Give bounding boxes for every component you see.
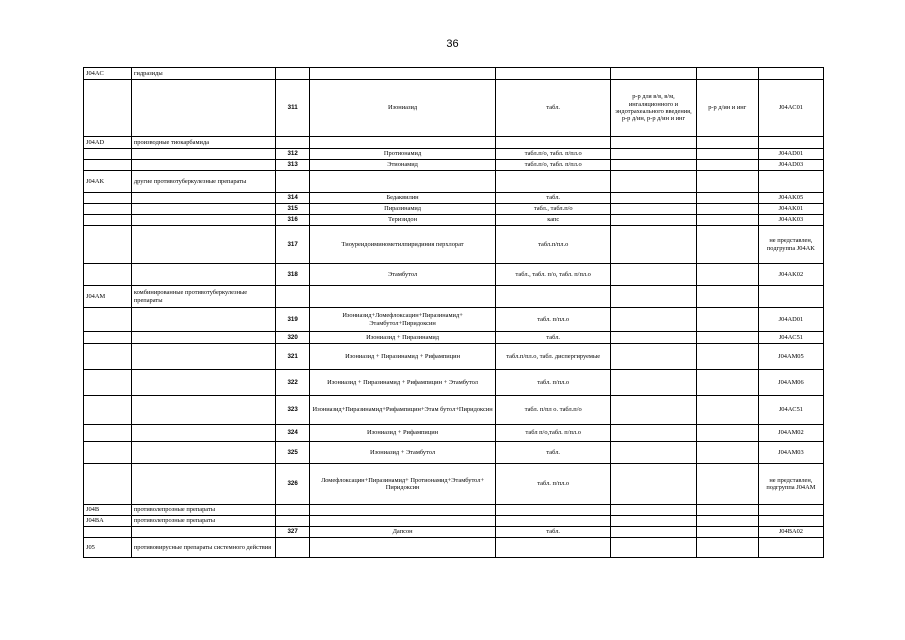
atc-code-cell — [758, 68, 823, 80]
note-cell — [696, 396, 758, 425]
drug-name-cell — [309, 538, 495, 558]
atc-group-code-cell — [84, 332, 132, 344]
group-name-cell — [131, 396, 276, 425]
row-number-cell: 325 — [276, 442, 310, 464]
extra-forms-cell — [611, 516, 697, 527]
atc-code-cell — [758, 538, 823, 558]
drug-name-cell: Изониазид — [309, 80, 495, 137]
atc-code-cell: не представлен, подгруппа J04AK — [758, 226, 823, 264]
note-cell — [696, 505, 758, 516]
group-name-cell — [131, 204, 276, 215]
dosage-form-cell: табл., табл. п/о, табл. п/пл.о — [496, 264, 611, 286]
atc-group-code-cell — [84, 264, 132, 286]
atc-group-code-cell: J04AC — [84, 68, 132, 80]
table-row — [84, 505, 824, 516]
note-cell — [696, 464, 758, 505]
dosage-form-cell: табл. п/пл.о — [496, 464, 611, 505]
row-number-cell: 315 — [276, 204, 310, 215]
page-number: 36 — [446, 38, 459, 50]
atc-group-code-cell — [84, 160, 132, 171]
drug-name-cell: Изониазид + Пиразинамид — [309, 332, 495, 344]
atc-group-code-cell: J04B — [84, 505, 132, 516]
dosage-form-cell: табл. — [496, 193, 611, 204]
table-row — [84, 370, 824, 396]
table-row — [84, 160, 824, 171]
group-name-cell: комбинированные противотуберкулезные препараты — [131, 286, 276, 308]
atc-group-code-cell — [84, 149, 132, 160]
atc-group-code-cell — [84, 193, 132, 204]
atc-code-cell: J04AD01 — [758, 308, 823, 332]
atc-group-code-cell — [84, 370, 132, 396]
group-name-cell — [131, 370, 276, 396]
note-cell — [696, 332, 758, 344]
dosage-form-cell: табл. п/пл о. табл.п/о — [496, 396, 611, 425]
note-cell — [696, 137, 758, 149]
group-name-cell — [131, 527, 276, 538]
table-row — [84, 538, 824, 558]
row-number-cell: 324 — [276, 425, 310, 442]
note-cell — [696, 538, 758, 558]
extra-forms-cell — [611, 308, 697, 332]
drug-name-cell: Ломефлоксацин+Пиразинамид+ Протионамид+Этамбутол+ Пиридоксин — [309, 464, 495, 505]
table-row — [84, 516, 824, 527]
row-number-cell: 312 — [276, 149, 310, 160]
atc-group-code-cell — [84, 308, 132, 332]
dosage-form-cell — [496, 171, 611, 193]
row-number-cell — [276, 137, 310, 149]
group-name-cell: гидразиды — [131, 68, 276, 80]
atc-group-code-cell — [84, 425, 132, 442]
drug-name-cell: Изониазид + Пиразинамид + Рифампицин — [309, 344, 495, 370]
extra-forms-cell — [611, 137, 697, 149]
row-number-cell: 322 — [276, 370, 310, 396]
note-cell — [696, 344, 758, 370]
group-name-cell — [131, 425, 276, 442]
atc-code-cell — [758, 137, 823, 149]
dosage-form-cell: табл.п/о, табл. п/пл.о — [496, 160, 611, 171]
table-row — [84, 396, 824, 425]
extra-forms-cell — [611, 215, 697, 226]
dosage-form-cell: капс — [496, 215, 611, 226]
atc-code-cell: J04AK02 — [758, 264, 823, 286]
dosage-form-cell: табл.п/пл.о, табл. диспергируемые — [496, 344, 611, 370]
atc-code-cell: J04AC51 — [758, 332, 823, 344]
dosage-form-cell: табл. — [496, 442, 611, 464]
table-row — [84, 332, 824, 344]
group-name-cell: противолепрозные препараты — [131, 516, 276, 527]
drug-name-cell — [309, 516, 495, 527]
row-number-cell: 314 — [276, 193, 310, 204]
atc-code-cell: J04AK01 — [758, 204, 823, 215]
note-cell: р-р д/ин и инг — [696, 80, 758, 137]
atc-code-cell: J04AM05 — [758, 344, 823, 370]
group-name-cell: противовирусные препараты системного действия — [131, 538, 276, 558]
drug-name-cell: Тиоуреидоиминометилпиридиния перхлорат — [309, 226, 495, 264]
table-row — [84, 308, 824, 332]
atc-group-code-cell — [84, 226, 132, 264]
dosage-form-cell: табл. — [496, 527, 611, 538]
atc-group-code-cell — [84, 396, 132, 425]
dosage-form-cell: табл., табл.п/о — [496, 204, 611, 215]
table-row — [84, 226, 824, 264]
table-row — [84, 171, 824, 193]
atc-code-cell: J04AD01 — [758, 149, 823, 160]
dosage-form-cell: табл.п/о, табл. п/пл.о — [496, 149, 611, 160]
row-number-cell: 323 — [276, 396, 310, 425]
group-name-cell — [131, 442, 276, 464]
extra-forms-cell — [611, 264, 697, 286]
atc-code-cell: J04AD03 — [758, 160, 823, 171]
row-number-cell: 320 — [276, 332, 310, 344]
note-cell — [696, 160, 758, 171]
atc-group-code-cell — [84, 344, 132, 370]
drug-name-cell: Теризидон — [309, 215, 495, 226]
atc-code-cell: J04AM02 — [758, 425, 823, 442]
drug-name-cell: Изониазид + Этамбутол — [309, 442, 495, 464]
atc-code-cell — [758, 505, 823, 516]
drug-name-cell — [309, 171, 495, 193]
dosage-form-cell: табл. — [496, 332, 611, 344]
atc-group-code-cell: J04AM — [84, 286, 132, 308]
row-number-cell: 313 — [276, 160, 310, 171]
dosage-form-cell: табл.п/пл.о — [496, 226, 611, 264]
group-name-cell: производные тиокарбамида — [131, 137, 276, 149]
extra-forms-cell — [611, 171, 697, 193]
atc-group-code-cell — [84, 215, 132, 226]
atc-code-cell: J04AM03 — [758, 442, 823, 464]
group-name-cell — [131, 215, 276, 226]
atc-code-cell: J04AC51 — [758, 396, 823, 425]
row-number-cell — [276, 171, 310, 193]
drug-name-cell: Этамбутол — [309, 264, 495, 286]
extra-forms-cell — [611, 442, 697, 464]
note-cell — [696, 171, 758, 193]
note-cell — [696, 215, 758, 226]
group-name-cell — [131, 226, 276, 264]
row-number-cell: 319 — [276, 308, 310, 332]
dosage-form-cell — [496, 538, 611, 558]
row-number-cell: 316 — [276, 215, 310, 226]
group-name-cell — [131, 332, 276, 344]
group-name-cell — [131, 308, 276, 332]
extra-forms-cell — [611, 370, 697, 396]
row-number-cell — [276, 505, 310, 516]
group-name-cell — [131, 344, 276, 370]
atc-group-code-cell — [84, 464, 132, 505]
note-cell — [696, 193, 758, 204]
atc-code-cell: J04AK03 — [758, 215, 823, 226]
row-number-cell — [276, 538, 310, 558]
extra-forms-cell — [611, 226, 697, 264]
atc-group-code-cell: J04AK — [84, 171, 132, 193]
table-row — [84, 68, 824, 80]
group-name-cell: другие противотуберкулезные препараты — [131, 171, 276, 193]
extra-forms-cell — [611, 464, 697, 505]
dosage-form-cell: табл. — [496, 80, 611, 137]
dosage-form-cell: табл. п/пл.о — [496, 308, 611, 332]
note-cell — [696, 286, 758, 308]
atc-code-cell — [758, 516, 823, 527]
note-cell — [696, 527, 758, 538]
atc-code-cell: не представлен, подгруппа J04AM — [758, 464, 823, 505]
extra-forms-cell — [611, 286, 697, 308]
table-row — [84, 344, 824, 370]
table-row — [84, 286, 824, 308]
note-cell — [696, 226, 758, 264]
drug-name-cell: Этионамид — [309, 160, 495, 171]
extra-forms-cell — [611, 204, 697, 215]
drug-name-cell: Пиразинамид — [309, 204, 495, 215]
drug-name-cell: Бедаквилин — [309, 193, 495, 204]
table-row — [84, 204, 824, 215]
drug-name-cell: Изониазид + Пиразинамид + Рифампицин + Этамбутол — [309, 370, 495, 396]
dosage-form-cell — [496, 68, 611, 80]
extra-forms-cell — [611, 332, 697, 344]
extra-forms-cell — [611, 396, 697, 425]
table-row — [84, 527, 824, 538]
note-cell — [696, 264, 758, 286]
atc-code-cell: J04AM06 — [758, 370, 823, 396]
row-number-cell — [276, 286, 310, 308]
drug-name-cell — [309, 137, 495, 149]
table-row — [84, 215, 824, 226]
extra-forms-cell — [611, 538, 697, 558]
group-name-cell — [131, 464, 276, 505]
drug-name-cell: Изониазид+Ломефлоксацин+Пиразинамид+ Этамбутол+Пиридоксин — [309, 308, 495, 332]
drug-name-cell: Изониазид+Пиразинамид+Рифампицин+Этам бутол+Пиридоксин — [309, 396, 495, 425]
row-number-cell: 318 — [276, 264, 310, 286]
note-cell — [696, 204, 758, 215]
atc-group-code-cell — [84, 80, 132, 137]
atc-code-cell: J04AK05 — [758, 193, 823, 204]
drug-name-cell: Протионамид — [309, 149, 495, 160]
atc-group-code-cell — [84, 204, 132, 215]
atc-code-cell — [758, 286, 823, 308]
row-number-cell — [276, 68, 310, 80]
row-number-cell: 317 — [276, 226, 310, 264]
extra-forms-cell — [611, 344, 697, 370]
row-number-cell: 326 — [276, 464, 310, 505]
group-name-cell — [131, 149, 276, 160]
note-cell — [696, 370, 758, 396]
dosage-form-cell — [496, 505, 611, 516]
atc-group-code-cell: J04BA — [84, 516, 132, 527]
extra-forms-cell — [611, 425, 697, 442]
drug-list-table — [83, 67, 824, 558]
drug-name-cell — [309, 286, 495, 308]
atc-code-cell — [758, 171, 823, 193]
table-row — [84, 80, 824, 137]
note-cell — [696, 68, 758, 80]
table-row — [84, 149, 824, 160]
drug-name-cell — [309, 68, 495, 80]
extra-forms-cell — [611, 160, 697, 171]
drug-name-cell: Изониазид + Рифампицин — [309, 425, 495, 442]
group-name-cell — [131, 193, 276, 204]
dosage-form-cell — [496, 286, 611, 308]
dosage-form-cell: табл. п/пл.о — [496, 370, 611, 396]
table-row — [84, 425, 824, 442]
atc-group-code-cell: J05 — [84, 538, 132, 558]
table-row — [84, 464, 824, 505]
note-cell — [696, 516, 758, 527]
atc-group-code-cell — [84, 527, 132, 538]
note-cell — [696, 442, 758, 464]
row-number-cell: 321 — [276, 344, 310, 370]
extra-forms-cell — [611, 68, 697, 80]
atc-group-code-cell — [84, 442, 132, 464]
extra-forms-cell: р-р для в/в, в/м, ингаляционного и эндотрахеального введения, р-р д/ин, р-р д/ин и инг — [611, 80, 697, 137]
group-name-cell — [131, 160, 276, 171]
note-cell — [696, 149, 758, 160]
row-number-cell — [276, 516, 310, 527]
group-name-cell — [131, 264, 276, 286]
note-cell — [696, 308, 758, 332]
group-name-cell: противолепрозные препараты — [131, 505, 276, 516]
row-number-cell: 311 — [276, 80, 310, 137]
atc-code-cell: J04AC01 — [758, 80, 823, 137]
table-row — [84, 193, 824, 204]
extra-forms-cell — [611, 193, 697, 204]
note-cell — [696, 425, 758, 442]
atc-group-code-cell: J04AD — [84, 137, 132, 149]
dosage-form-cell — [496, 516, 611, 527]
atc-code-cell: J04BA02 — [758, 527, 823, 538]
dosage-form-cell — [496, 137, 611, 149]
dosage-form-cell: табл п/о,табл. п/пл.о — [496, 425, 611, 442]
table-row — [84, 137, 824, 149]
extra-forms-cell — [611, 505, 697, 516]
group-name-cell — [131, 80, 276, 137]
table-row — [84, 264, 824, 286]
table-row — [84, 442, 824, 464]
drug-name-cell: Дапсон — [309, 527, 495, 538]
extra-forms-cell — [611, 149, 697, 160]
extra-forms-cell — [611, 527, 697, 538]
row-number-cell: 327 — [276, 527, 310, 538]
drug-name-cell — [309, 505, 495, 516]
